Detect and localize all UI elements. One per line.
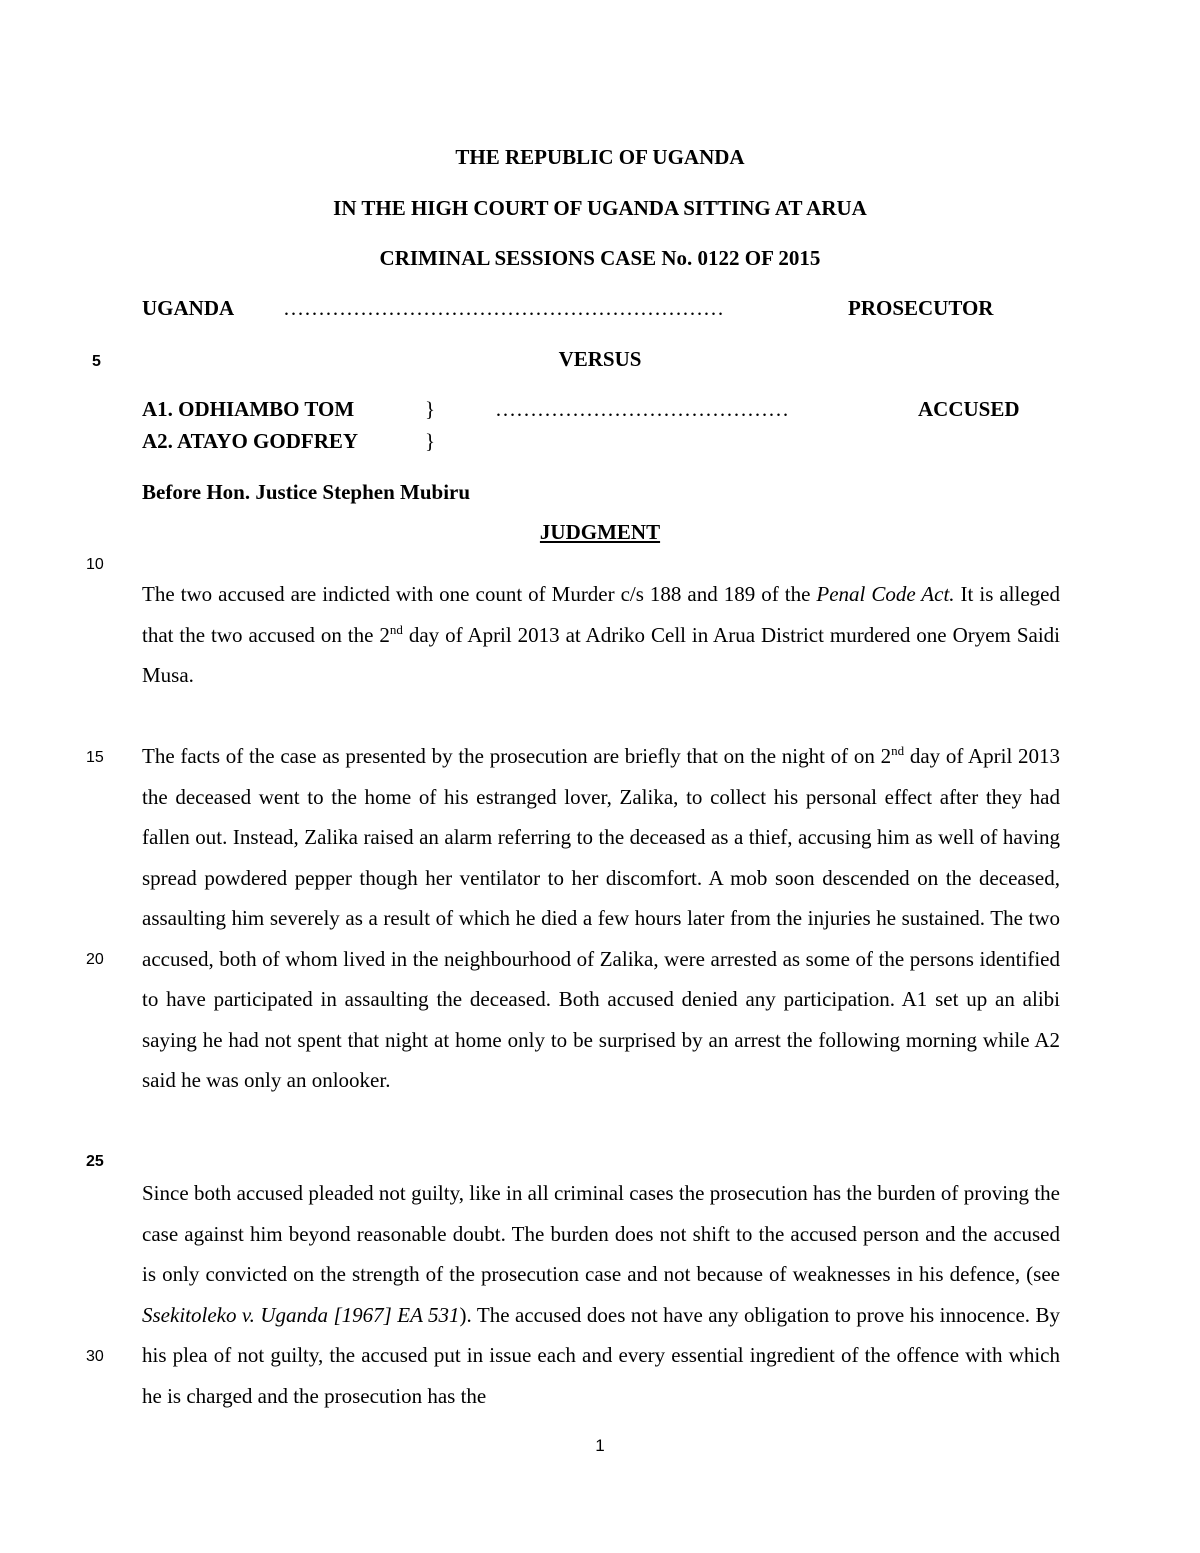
accused-a1: A1. ODHIAMBO TOM <box>142 397 355 421</box>
page-number: 1 <box>595 1436 605 1455</box>
line-number: 10 <box>86 556 104 573</box>
ordinal-suffix: nd <box>389 621 403 637</box>
judgment-title: JUDGMENT <box>539 520 661 544</box>
paragraph-burden-of-proof <box>142 1173 1060 1416</box>
act-citation: Penal Code Act. <box>816 582 955 606</box>
accused-dots: …………………………………… <box>495 397 789 421</box>
paragraph-text: The facts of the case as presented by the prosecution are briefly that on the night of on 2 <box>142 744 892 768</box>
paragraph-facts <box>142 736 1060 1101</box>
line-number: 25 <box>86 1153 104 1170</box>
paragraph-text: The two accused are indicted with one count of Murder c/s 188 and 189 of the <box>142 582 817 606</box>
before-judge: Before Hon. Justice Stephen Mubiru <box>142 480 471 504</box>
ordinal-suffix: nd <box>891 743 905 758</box>
versus-label: VERSUS <box>558 347 642 371</box>
document-header-republic: THE REPUBLIC OF UGANDA <box>455 145 745 169</box>
party-plaintiff-role: PROSECUTOR <box>848 296 994 320</box>
document-header-court: IN THE HIGH COURT OF UGANDA SITTING AT ARUA <box>333 196 867 220</box>
line-number: 20 <box>86 951 104 968</box>
paragraph-text: Since both accused pleaded not guilty, like in all criminal cases the prosecution has the burden of proving the case against him beyond reasonable doubt. The burden does not shift to the accused person and the accused is only convicted on the strength of the prosecution case and not because of weaknesses in his defence, (see <box>142 1181 1060 1286</box>
accused-a2: A2. ATAYO GODFREY <box>142 429 359 453</box>
accused-role: ACCUSED <box>918 397 1020 421</box>
party-plaintiff-dots: ……………………………………………………… <box>283 296 724 320</box>
case-citation: Ssekitoleko v. Uganda [1967] EA 531 <box>142 1302 460 1327</box>
line-number: 5 <box>92 353 101 370</box>
line-number: 15 <box>86 749 104 766</box>
document-header-case-number: CRIMINAL SESSIONS CASE No. 0122 OF 2015 <box>379 246 821 270</box>
party-plaintiff: UGANDA <box>142 296 235 320</box>
paragraph-text: ). The accused does not have any obligation to prove his innocence. By his plea of not guilty, the accused put in issue each and every essential ingredient of the offence with which he is charged and the prosecution has the <box>142 1302 1060 1408</box>
accused-brace-a2: } <box>425 429 436 453</box>
paragraph-text: day of April 2013 at Adriko Cell in Arua District murdered one Oryem Saidi Musa. <box>142 622 1060 687</box>
paragraph-indictment <box>142 574 1060 696</box>
paragraph-text: day of April 2013 the deceased went to the home of his estranged lover, Zalika, to collect his personal effect after they had fallen out. Instead, Zalika raised an alarm referring to the deceased as a thief, accusing him as well of having spread powdered pepper though her ventilator to her discomfort. A mob soon descended on the deceased, assaulting him severely as a result of which he died a few hours later from the injuries he sustained. The two accused, both of whom lived in the neighbourhood of Zalika, were arrested as some of the persons identified to have participated in assaulting the deceased. Both accused denied any participation. A1 set up an alibi saying he had not spent that night at home only to be surprised by an arrest the following morning while A2 said he was only an onlooker. <box>142 744 1061 1092</box>
accused-brace-a1: } <box>425 397 436 421</box>
paragraph-text: It is alleged that the two accused on the 2 <box>142 582 1060 647</box>
line-number: 30 <box>86 1348 104 1365</box>
